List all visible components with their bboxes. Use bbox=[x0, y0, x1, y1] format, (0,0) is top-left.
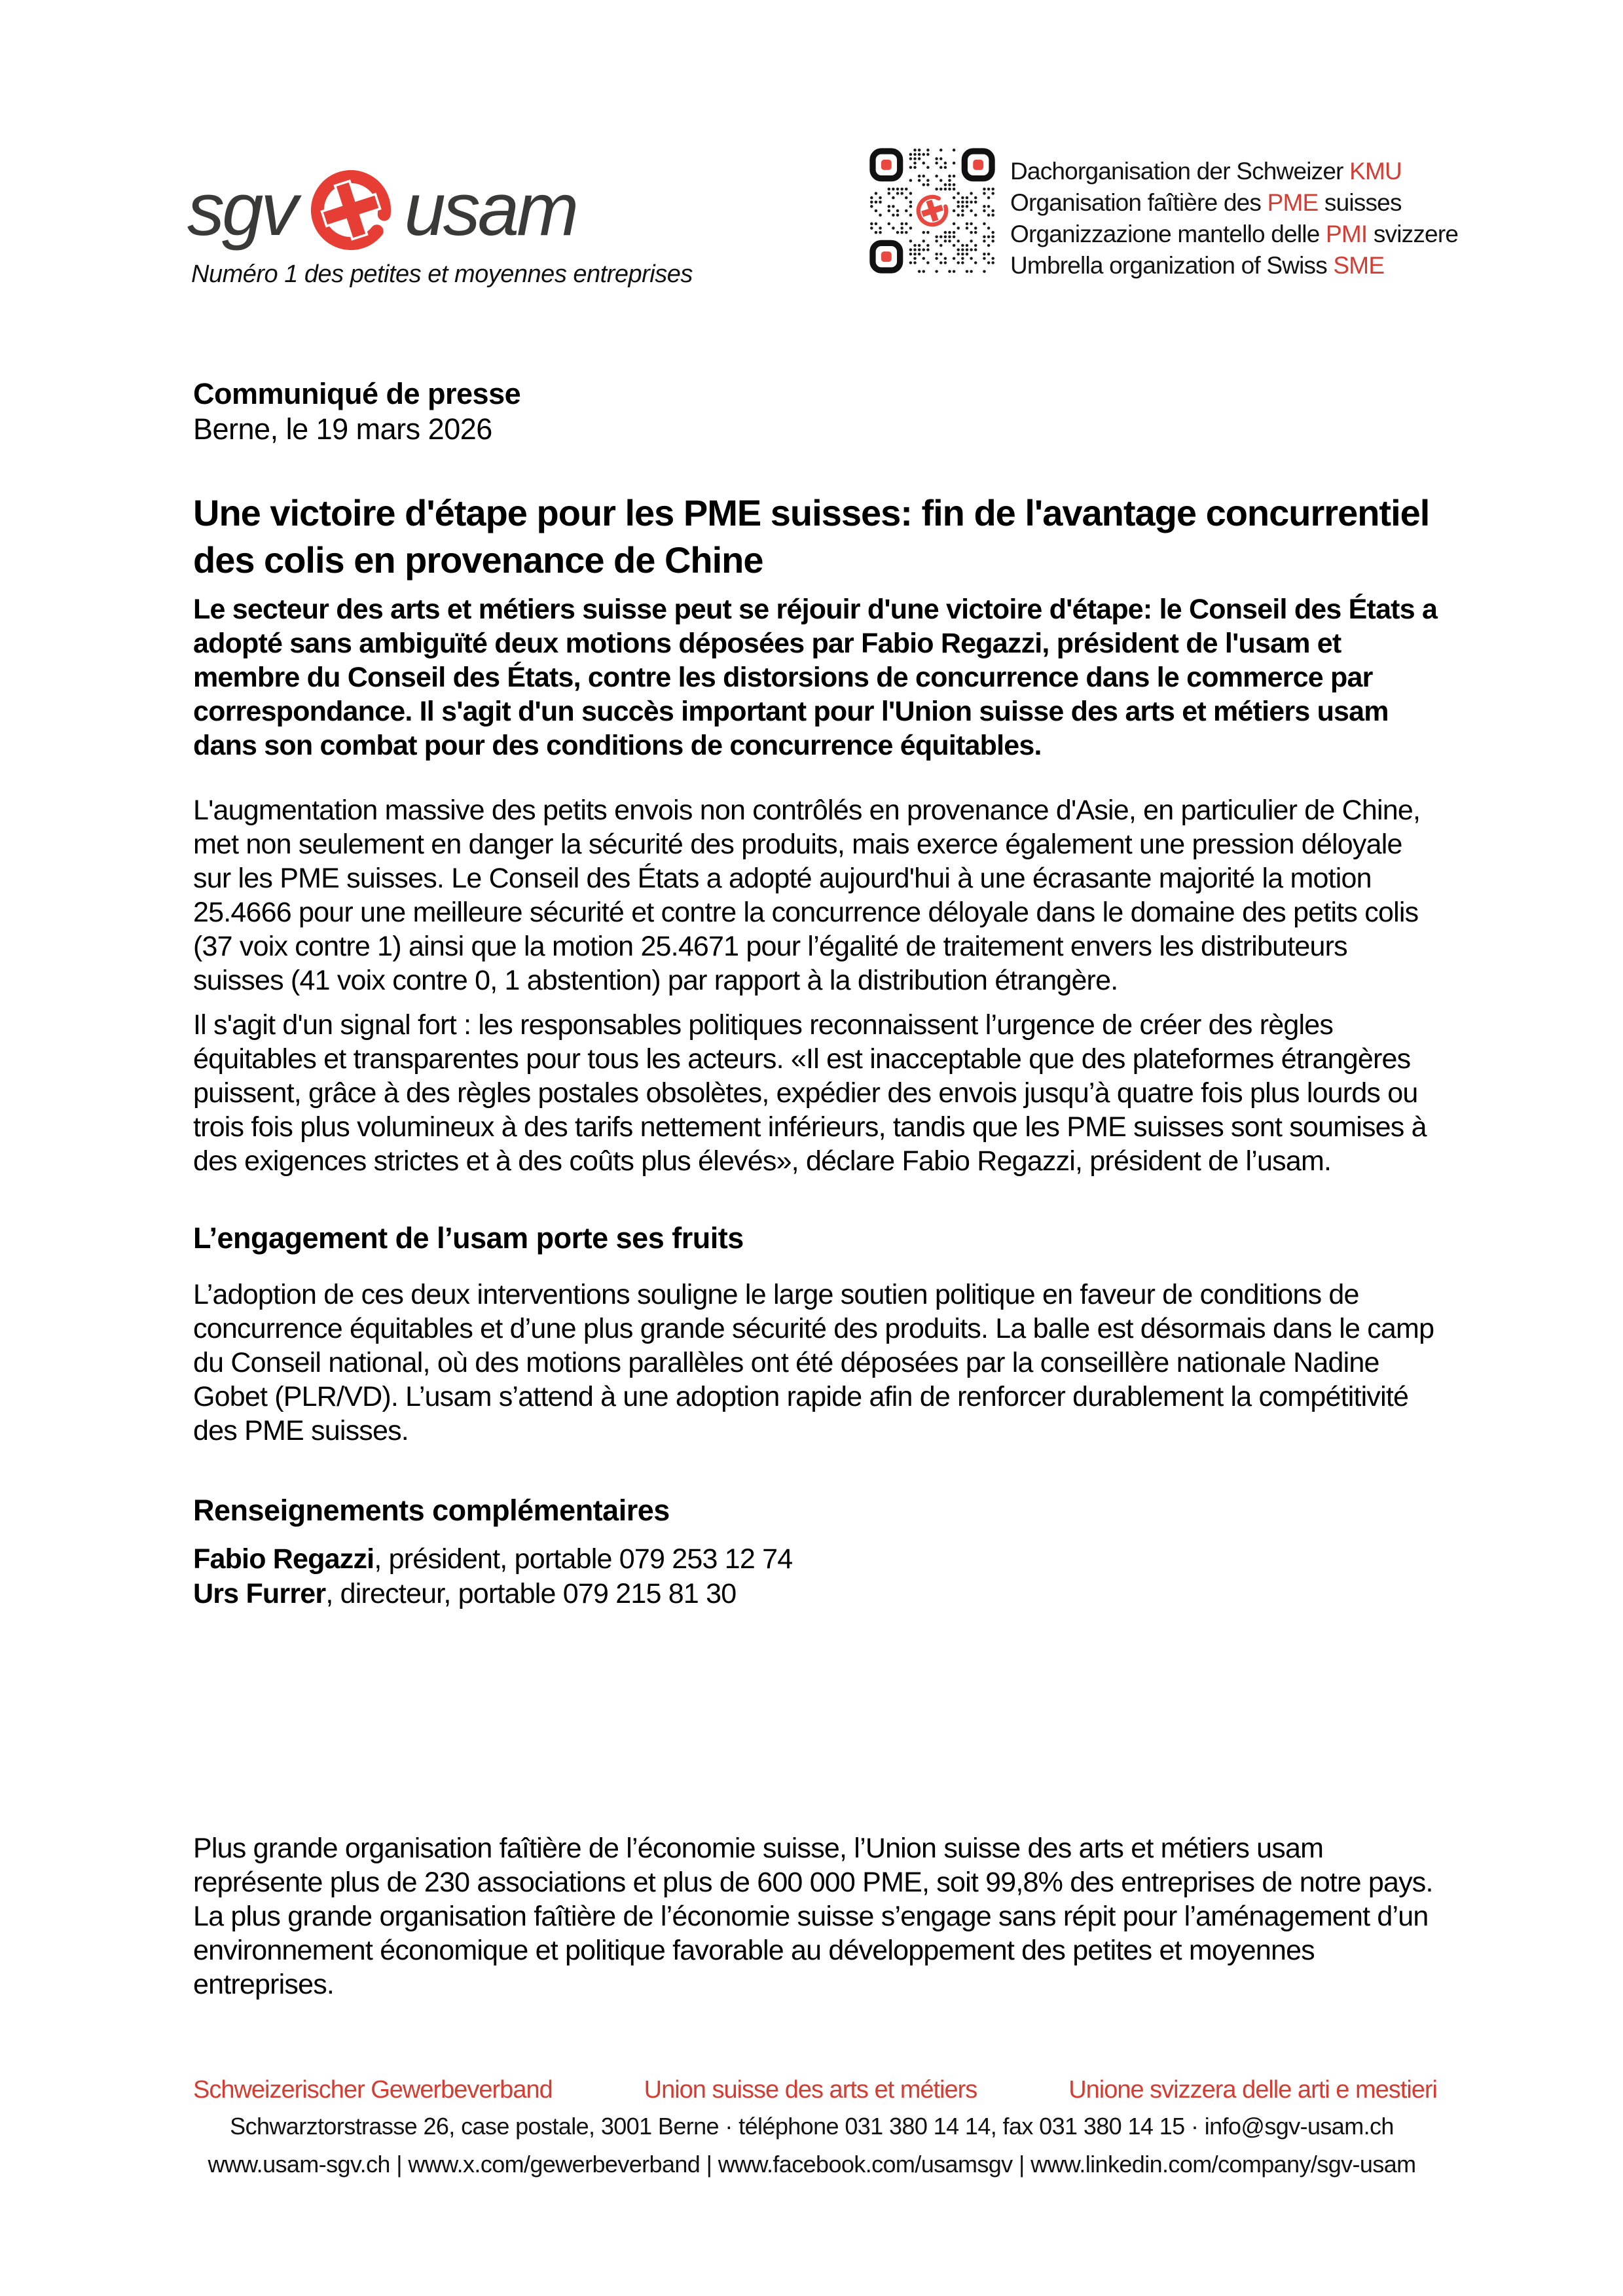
body-paragraph-1: L'augmentation massive des petits envois non contrôlés en provenance d'Asie, en particulier de Chine, met non seulement en danger la sécurité des produits, mais exerce également une pression déloyale sur les PME suisses. Le Conseil des États a adopté aujourd'hui à une écrasante majorité la motion 25.4666 pour une meilleure sécurité et contre la concurrence déloyale dans le domaine des petits colis (37 voix contre 1) ainsi que la motion 25.4671 pour l’égalité de traitement envers les distributeurs suisses (41 voix contre 0, 1 abstention) par rapport à la distribution étrangère. bbox=[193, 795, 1421, 996]
contact-line bbox=[193, 1542, 792, 1577]
press-release-label: Communiqué de presse bbox=[193, 377, 521, 410]
article-title: Une victoire d'étape pour les PME suisses: fin de l'avantage concurrentiel des colis en provenance de Chine bbox=[193, 492, 1430, 581]
dateline: Berne, le 19 mars 2026 bbox=[193, 412, 492, 446]
sgv-usam-logo bbox=[187, 164, 576, 257]
pme-accent: PME bbox=[1267, 189, 1319, 216]
logo-sgv-text: sgv bbox=[187, 168, 296, 251]
contacts-list bbox=[193, 1542, 792, 1611]
doc-meta bbox=[193, 376, 520, 447]
org-description-en: Umbrella organization of Swiss SME bbox=[1010, 252, 1385, 279]
logo-tagline: Numéro 1 des petites et moyennes entreprises bbox=[191, 260, 693, 288]
swiss-cross-mark-icon bbox=[304, 164, 397, 257]
org-descriptions bbox=[1010, 156, 1458, 281]
body-paragraph-2: Il s'agit d'un signal fort : les responsables politiques reconnaissent l’urgence de créer des règles équitables et transparentes pour tous les acteurs. «Il est inacceptable que des plateformes étrangères puissent, grâce à des règles postales obsolètes, expédier des envois jusqu’à quatre fois plus lourds ou trois fois plus volumineux à des tarifs nettement inférieurs, tandis que les PME suisses sont soumises à des exigences strictes et à des coûts plus élevés», déclare Fabio Regazzi, président de l’usam. bbox=[193, 1009, 1427, 1177]
qr-center-logo bbox=[913, 191, 952, 230]
footer-org-it: Unione svizzera delle arti e mestieri bbox=[1068, 2076, 1437, 2104]
body-paragraph-3: L’adoption de ces deux interventions souligne le large soutien politique en faveur de conditions de concurrence équitables et d’une plus grande sécurité des produits. La balle est désormais dans le camp du Conseil national, où des motions parallèles ont été déposées par la conseillère nationale Nadine Gobet (PLR/VD). L’usam s’attend à une adoption rapide afin de renforcer durablement la compétitivité des PME suisses. bbox=[193, 1279, 1434, 1446]
contact-details: , président, portable 079 253 12 74 bbox=[374, 1543, 793, 1575]
footer-org-de: Schweizerischer Gewerbeverband bbox=[193, 2076, 553, 2104]
contact-name: Urs Furrer bbox=[193, 1578, 326, 1609]
contact-name: Fabio Regazzi bbox=[193, 1543, 374, 1575]
boilerplate-paragraph: Plus grande organisation faîtière de l’économie suisse, l’Union suisse des arts et métiers usam représente plus de 230 associations et plus de 600 000 PME, soit 99,8% des entreprises de notre pays. La plus grande organisation faîtière de l’économie suisse s’engage sans répit pour l’aménagement d’un environnement économique et politique favorable au développement des petites et moyennes entreprises. bbox=[193, 1833, 1433, 2000]
contact-line bbox=[193, 1577, 792, 1611]
qr-finder-top-left bbox=[873, 151, 900, 179]
qr-finder-top-right bbox=[964, 151, 992, 179]
pmi-accent: PMI bbox=[1325, 221, 1368, 247]
footer-org-names bbox=[193, 2076, 1437, 2104]
contacts-heading: Renseignements complémentaires bbox=[193, 1494, 670, 1527]
logo-usam-text: usam bbox=[404, 168, 577, 251]
sme-accent: SME bbox=[1333, 252, 1385, 279]
org-description-de: Dachorganisation der Schweizer KMU bbox=[1010, 158, 1402, 185]
footer-address-line: Schwarztorstrasse 26, case postale, 3001 Berne · téléphone 031 380 14 14, fax 031 380 14 15 · info@sgv-usam.ch bbox=[230, 2113, 1394, 2140]
org-description-fr: Organisation faîtière des PME suisses bbox=[1010, 189, 1402, 216]
qr-code-icon bbox=[869, 148, 995, 274]
section-heading: L’engagement de l’usam porte ses fruits bbox=[193, 1221, 744, 1255]
footer-org-fr: Union suisse des arts et métiers bbox=[644, 2076, 977, 2104]
qr-finder-bottom-left bbox=[873, 243, 900, 270]
org-description-it: Organizzazione mantello delle PMI svizzere bbox=[1010, 221, 1459, 247]
lead-paragraph: Le secteur des arts et métiers suisse peut se réjouir d'une victoire d'étape: le Conseil des États a adopté sans ambiguïté deux motions déposées par Fabio Regazzi, président de l'usam et membre du Conseil des États, contre les distorsions de concurrence dans le commerce par correspondance. Il s'agit d'un succès important pour l'Union suisse des arts et métiers usam dans son combat pour des conditions de concurrence équitables. bbox=[193, 594, 1438, 761]
footer-web-line: www.usam-sgv.ch | www.x.com/gewerbeverband | www.facebook.com/usamsgv | www.linkedin.com/company/sgv-usam bbox=[208, 2151, 1416, 2178]
contact-details: , directeur, portable 079 215 81 30 bbox=[325, 1578, 737, 1609]
kmu-accent: KMU bbox=[1349, 158, 1402, 185]
